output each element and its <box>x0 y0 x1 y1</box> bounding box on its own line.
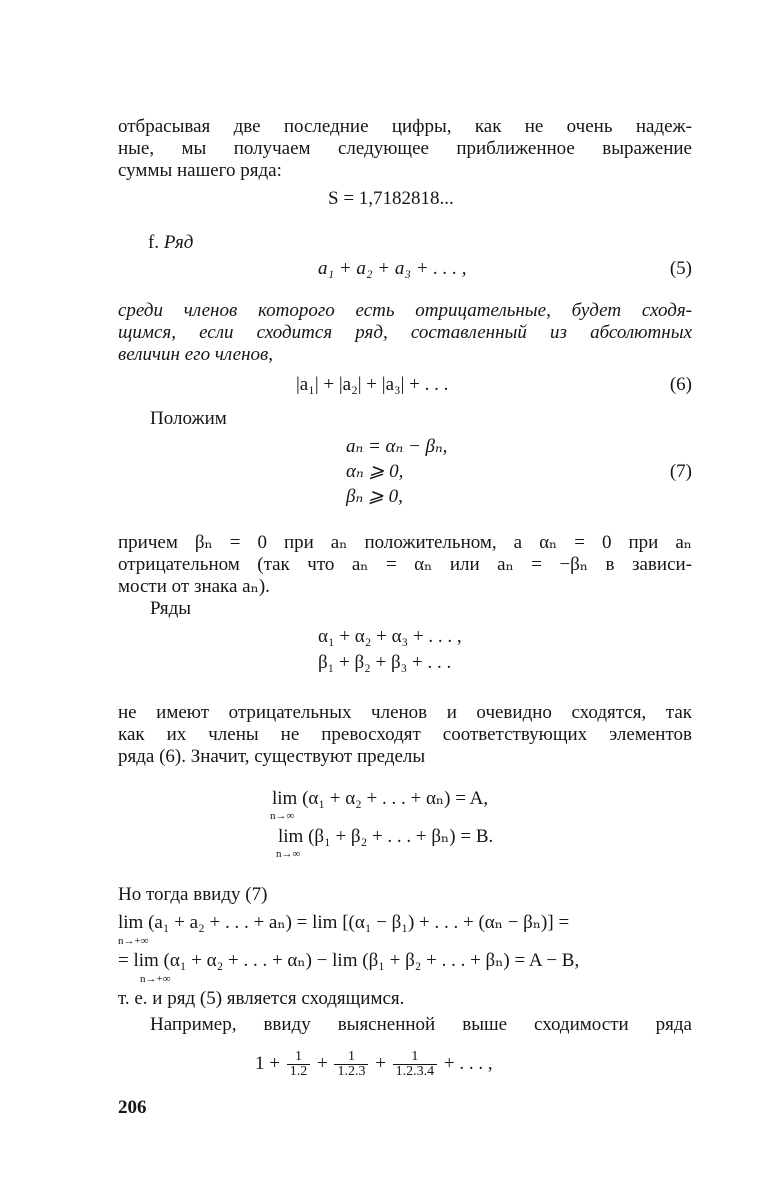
paragraph-line: отрицательном (так что aₙ = αₙ или aₙ = −βₙ в зависи- <box>118 554 692 575</box>
page-number: 206 <box>118 1097 147 1118</box>
paragraph-line: как их члены не превосходят соответствующих элементов <box>118 724 692 745</box>
series-first-term: 1 <box>255 1053 265 1074</box>
paragraph-line: отбрасывая две последние цифры, как не очень надеж- <box>118 116 692 137</box>
equation-7-line: αₙ ⩾ 0, <box>346 461 404 482</box>
plus-sign: + <box>316 1053 328 1074</box>
theorem-line: щимся, если сходится ряд, составленный из абсолютных <box>118 322 692 343</box>
limit-a: lim (α₁ + α₂ + . . . + αₙ) = A, <box>272 788 489 809</box>
equation-5: a₁ + a₂ + a₃ + . . . , <box>318 258 467 279</box>
plus-sign: + <box>375 1053 386 1074</box>
paragraph-line: Например, ввиду выясненной выше сходимости ряда <box>150 1014 692 1035</box>
series-tail: + . . . , <box>443 1053 493 1074</box>
sum-equation: S = 1,7182818... <box>328 188 454 209</box>
paragraph-line: ные, мы получаем следующее приближенное выражение <box>118 138 692 159</box>
equation-7-line: βₙ ⩾ 0, <box>346 486 403 507</box>
fraction: $\frac{1}{1.2.3}$ <box>334 1050 368 1079</box>
no-togda-text: Но тогда ввиду (7) <box>118 884 268 905</box>
big-equation-2: = lim (α₁ + α₂ + . . . + αₙ) − lim (β₁ + β₂ + . . . + βₙ) = A − B, <box>118 950 580 971</box>
limit-b: lim (β₁ + β₂ + . . . + βₙ) = B. <box>278 826 494 847</box>
fraction: $\frac{1}{1.2}$ <box>287 1050 311 1079</box>
alpha-series: α₁ + α₂ + α₃ + . . . , <box>318 626 462 647</box>
fraction: $\frac{1}{1.2.3.4}$ <box>393 1050 438 1079</box>
theorem-number: f. <box>148 232 160 253</box>
equation-7-line: aₙ = αₙ − βₙ, <box>346 436 448 457</box>
limit-subscript: n→+∞ <box>140 973 171 985</box>
theorem-word: Ряд <box>163 232 194 253</box>
paragraph-line: мости от знака aₙ). <box>118 576 270 597</box>
theorem-line: среди членов которого есть отрицательные, будет сходя- <box>118 300 692 321</box>
conclusion-text: т. е. и ряд (5) является сходящимся. <box>118 988 405 1009</box>
big-equation-1: lim (a₁ + a₂ + . . . + aₙ) = lim [(α₁ − β₁) + . . . + (αₙ − βₙ)] = <box>118 912 570 933</box>
polozhim-text: Положим <box>150 408 227 429</box>
theorem-line: величин его членов, <box>118 344 274 365</box>
series-e <box>255 1046 493 1082</box>
limit-subscript: n→∞ <box>276 848 301 860</box>
equation-5-number: (5) <box>669 258 692 279</box>
beta-series: β₁ + β₂ + β₃ + . . . <box>318 652 452 673</box>
equation-6-number: (6) <box>669 374 692 395</box>
paragraph-line: причем βₙ = 0 при aₙ положительном, а αₙ = 0 при aₙ <box>118 532 692 553</box>
plus-sign: + <box>269 1053 280 1074</box>
paragraph-line: не имеют отрицательных членов и очевидно сходятся, так <box>118 702 692 723</box>
equation-6: |a₁| + |a₂| + |a₃| + . . . <box>296 374 449 395</box>
paragraph-line: суммы нашего ряда: <box>118 160 282 181</box>
limit-subscript: n→∞ <box>270 810 295 822</box>
paragraph-line: ряда (6). Значит, существуют пределы <box>118 746 426 767</box>
ryady-text: Ряды <box>150 598 192 619</box>
theorem-label <box>148 232 193 254</box>
equation-7-number: (7) <box>669 461 692 482</box>
limit-subscript: n→+∞ <box>118 935 149 947</box>
